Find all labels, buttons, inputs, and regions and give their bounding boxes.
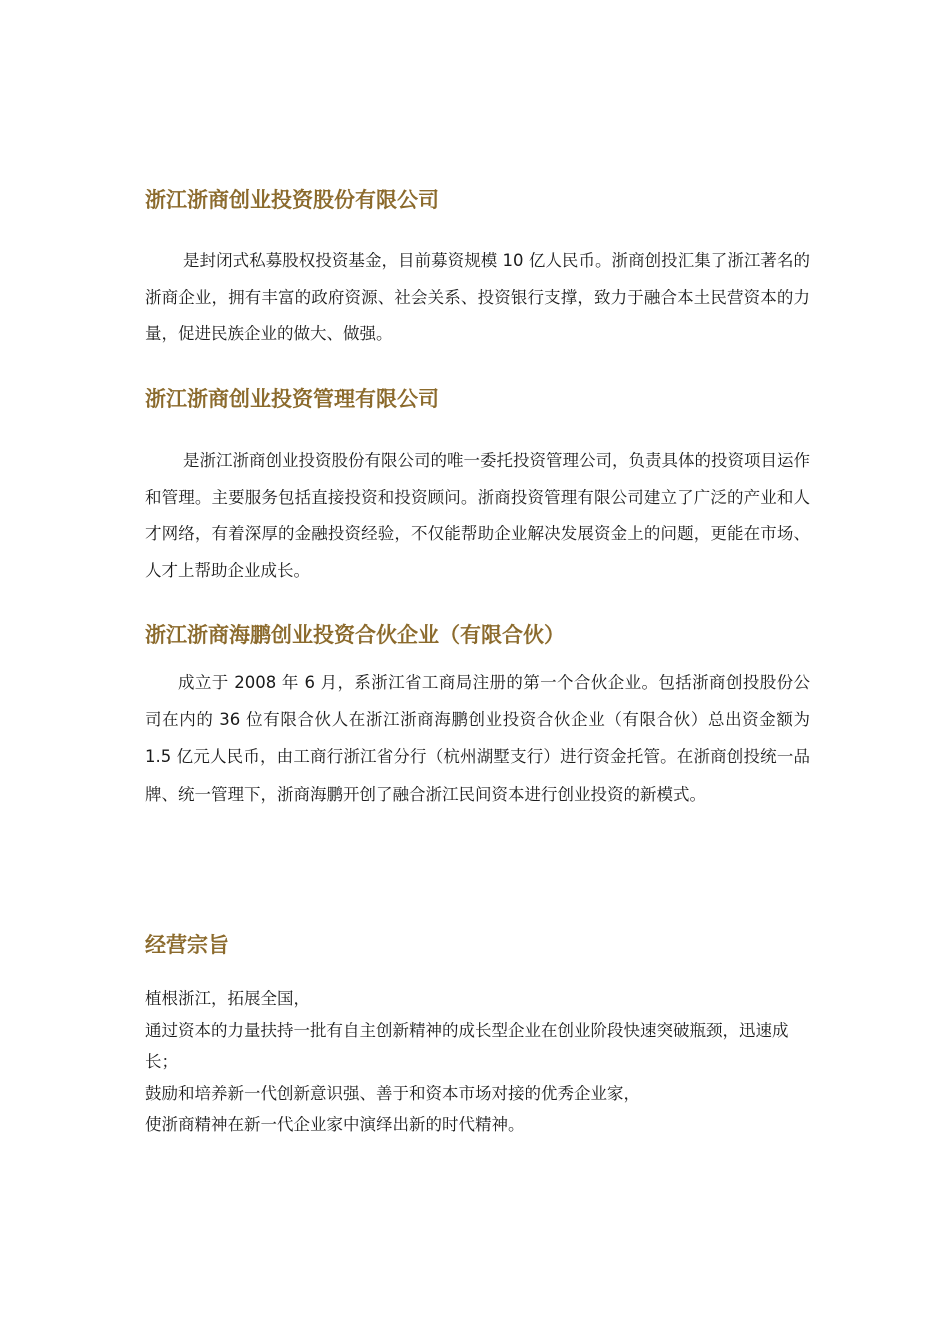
section-body-equity-company: 是封闭式私募股权投资基金，目前募资规模 10 亿人民币。浙商创投汇集了浙江著名的浙商企业，拥有丰富的政府资源、社会关系、投资银行支撑，致力于融合本土民营资本的力量，促进民族企业的做大、做强。 — [145, 251, 810, 343]
section-body-management-company: 是浙江浙商创业投资股份有限公司的唯一委托投资管理公司，负责具体的投资项目运作和管理。主要服务包括直接投资和投资顾问。浙商投资管理有限公司建立了广泛的产业和人才网络，有着深厚的金融投资经验，不仅能帮助企业解决发展资金上的问题，更能在市场、人才上帮助企业成长。 — [145, 451, 810, 580]
mission-line: 通过资本的力量扶持一批有自主创新精神的成长型企业在创业阶段快速突破瓶颈，迅速成长； — [145, 1020, 789, 1071]
mission-list — [145, 983, 810, 1141]
mission-line: 使浙商精神在新一代企业家中演绎出新的时代精神。 — [145, 1115, 525, 1134]
mission-line: 植根浙江，拓展全国， — [145, 989, 310, 1008]
section-heading-equity-company: 浙江浙商创业投资股份有限公司 — [145, 188, 439, 212]
section-heading-haipeng-partnership: 浙江浙商海鹏创业投资合伙企业（有限合伙） — [145, 623, 565, 647]
section-body-haipeng-partnership: 成立于 2008 年 6 月，系浙江省工商局注册的第一个合伙企业。包括浙商创投股份公司在内的 36 位有限合伙人在浙江浙商海鹏创业投资合伙企业（有限合伙）总出资金额为 1.5 亿元人民币，由工商行浙江省分行（杭州湖墅支行）进行资金托管。在浙商创投统一品牌、统一管理下，浙商海鹏开创了融合浙江民间资本进行创业投资的新模式。 — [145, 673, 810, 804]
mission-line: 鼓励和培养新一代创新意识强、善于和资本市场对接的优秀企业家， — [145, 1083, 640, 1103]
section-heading-management-company: 浙江浙商创业投资管理有限公司 — [145, 387, 439, 411]
mission-heading: 经营宗旨 — [145, 933, 229, 957]
